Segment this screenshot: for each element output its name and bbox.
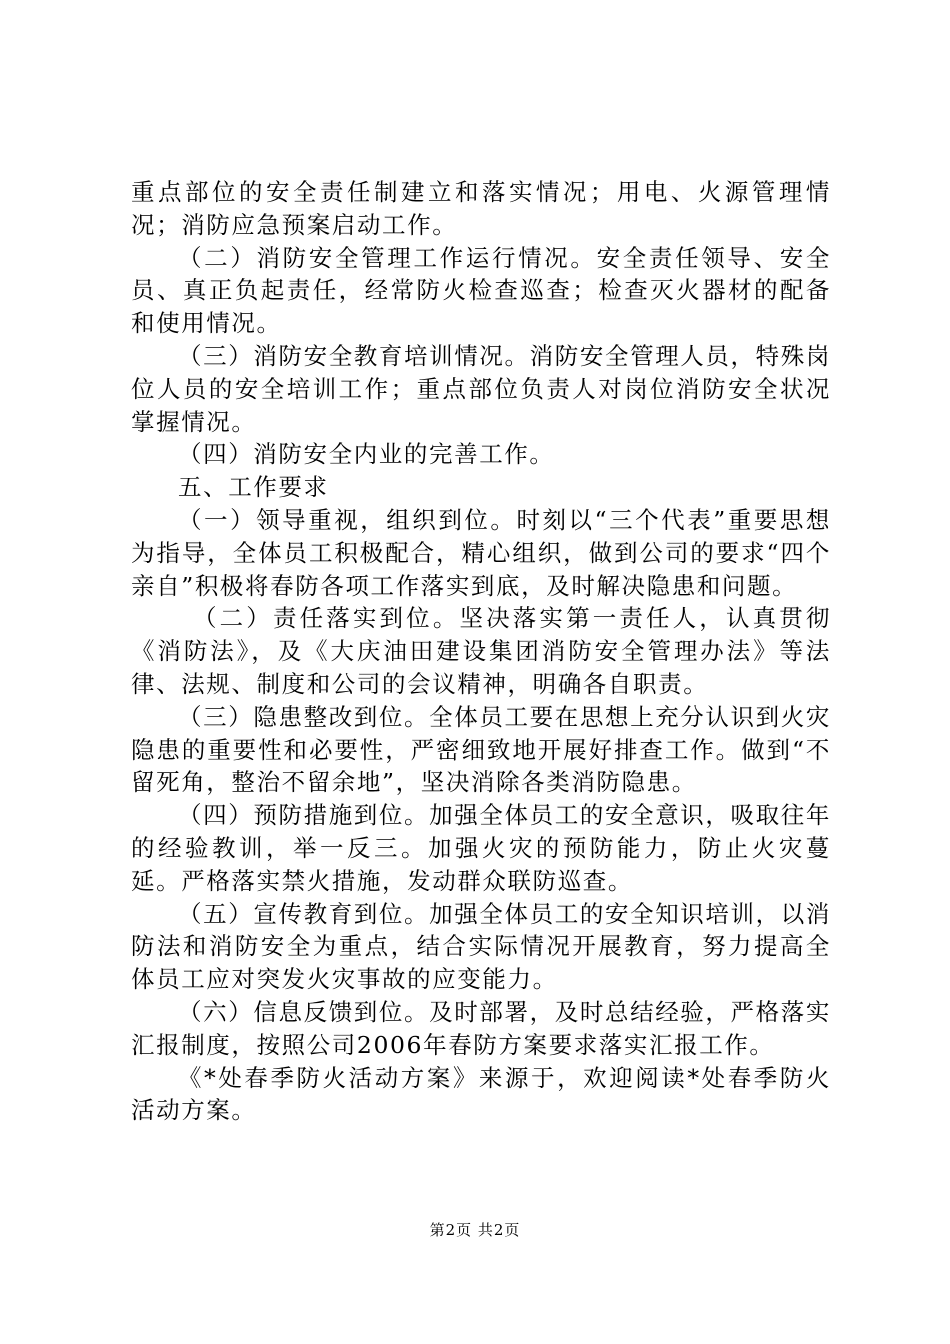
requirement-5: （五）宣传教育到位。加强全体员工的安全知识培训，以消防法和消防安全为重点，结合实际情况开展教育，努力提高全体员工应对突发火灾事故的应变能力。	[131, 899, 831, 994]
paragraph-continuation: 重点部位的安全责任制建立和落实情况；用电、火源管理情况；消防应急预案启动工作。	[131, 178, 831, 239]
paragraph-item-4: （四）消防安全内业的完善工作。	[178, 440, 555, 469]
closing-note: 《*处春季防火活动方案》来源于，欢迎阅读*处春季防火活动方案。	[131, 1063, 831, 1125]
document-body	[131, 176, 831, 1127]
requirement-4: （四）预防措施到位。加强全体员工的安全意识，吸取往年的经验教训，举一反三。加强火灾的预防能力，防止火灾蔓延。严格落实禁火措施，发动群众联防巡查。	[131, 801, 831, 895]
page-number-footer: 第2页 共2页	[429, 1221, 521, 1239]
requirement-1: （一）领导重视，组织到位。时刻以“三个代表”重要思想为指导，全体员工积极配合，精心组织，做到公司的要求“四个亲自”积极将春防各项工作落实到底，及时解决隐患和问题。	[131, 505, 831, 600]
section-heading-work-requirements: 五、工作要求	[178, 473, 329, 502]
requirement-6: （六）信息反馈到位。及时部署，及时总结经验，严格落实汇报制度，按照公司2006年春防方案要求落实汇报工作。	[131, 997, 831, 1059]
paragraph-item-3: （三）消防安全教育培训情况。消防安全管理人员，特殊岗位人员的安全培训工作；重点部位负责人对岗位消防安全状况掌握情况。	[131, 341, 831, 436]
paragraph-item-2: （二）消防安全管理工作运行情况。安全责任领导、安全员、真正负起责任，经常防火检查巡查；检查灭火器材的配备和使用情况。	[131, 243, 831, 338]
requirement-2: （二）责任落实到位。坚决落实第一责任人，认真贯彻《消防法》，及《大庆油田建设集团消防安全管理办法》等法律、法规、制度和公司的会议精神，明确各自职责。	[131, 604, 831, 698]
requirement-3: （三）隐患整改到位。全体员工要在思想上充分认识到火灾隐患的重要性和必要性，严密细致地开展好排查工作。做到“不留死角，整治不留余地”，坚决消除各类消防隐患。	[131, 702, 831, 797]
